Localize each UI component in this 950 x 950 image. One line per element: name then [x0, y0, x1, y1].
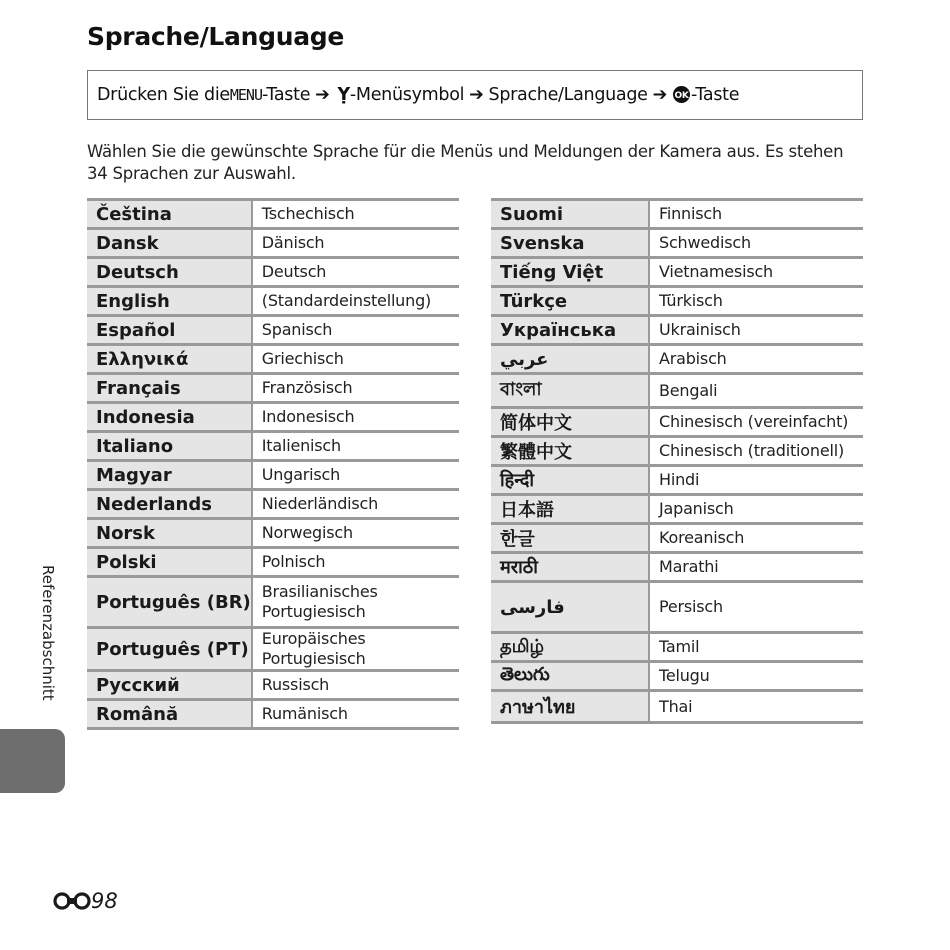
table-row — [491, 582, 863, 633]
table-row — [491, 229, 863, 258]
native-language-name: Deutsch — [87, 258, 252, 287]
native-language-name: Español — [87, 316, 252, 345]
table-row — [87, 229, 459, 258]
intro-text: Wählen Sie die gewünschte Sprache für die Menüs und Meldungen der Kamera aus. Es stehen 34 Sprachen zur Auswahl. — [87, 142, 844, 183]
language-table-right — [491, 198, 863, 724]
native-language-name: Italiano — [87, 432, 252, 461]
table-row — [87, 671, 459, 700]
native-language-name: English — [87, 287, 252, 316]
german-language-name: Griechisch — [252, 345, 459, 374]
german-language-name: Finnisch — [649, 200, 863, 229]
german-language-name: Bengali — [649, 374, 863, 408]
german-language-name: Schwedisch — [649, 229, 863, 258]
native-language-name: தமிழ் — [491, 633, 649, 662]
arrow-right-icon: ➔ — [315, 85, 330, 105]
native-language-name: Русский — [87, 671, 252, 700]
german-language-name: Tschechisch — [252, 200, 459, 229]
german-language-name: Rumänisch — [252, 700, 459, 729]
page-title: Sprache/Language — [87, 22, 345, 51]
reference-section-icon — [53, 892, 93, 910]
german-language-name: Indonesisch — [252, 403, 459, 432]
table-row — [491, 553, 863, 582]
native-language-name: Ελληνικά — [87, 345, 252, 374]
native-language-name: 简体中文 — [491, 408, 649, 437]
menu-path-ok-taste: -Taste — [691, 85, 740, 105]
table-row — [87, 577, 459, 628]
native-language-name: Indonesia — [87, 403, 252, 432]
native-language-name: Suomi — [491, 200, 649, 229]
german-language-name: Russisch — [252, 671, 459, 700]
table-row — [491, 374, 863, 408]
menu-path-taste: -Taste — [261, 85, 311, 105]
german-language-name: Französisch — [252, 374, 459, 403]
native-language-name: Nederlands — [87, 490, 252, 519]
arrow-right-icon: ➔ — [469, 85, 484, 105]
section-thumb-tab — [0, 729, 65, 793]
native-language-name: فارسی — [491, 582, 649, 633]
native-language-name: عربي — [491, 345, 649, 374]
german-language-name: Thai — [649, 691, 863, 723]
native-language-name: Magyar — [87, 461, 252, 490]
native-language-name: Norsk — [87, 519, 252, 548]
section-side-label: Referenzabschnitt — [39, 565, 57, 701]
table-row — [87, 461, 459, 490]
german-language-name: Deutsch — [252, 258, 459, 287]
german-language-name: Chinesisch (vereinfacht) — [649, 408, 863, 437]
native-language-name: Čeština — [87, 200, 252, 229]
table-row — [87, 258, 459, 287]
german-language-name: Norwegisch — [252, 519, 459, 548]
german-language-name: Chinesisch (traditionell) — [649, 437, 863, 466]
table-row — [87, 432, 459, 461]
table-row — [87, 287, 459, 316]
table-row — [87, 700, 459, 729]
table-row — [491, 633, 863, 662]
table-row — [491, 495, 863, 524]
german-language-name: Ungarisch — [252, 461, 459, 490]
table-row — [491, 258, 863, 287]
menu-path-prefix: Drücken Sie die — [97, 85, 230, 105]
german-language-name: Vietnamesisch — [649, 258, 863, 287]
german-language-name: Arabisch — [649, 345, 863, 374]
native-language-name: తెలుగు — [491, 662, 649, 691]
language-table-left — [87, 198, 459, 730]
svg-text:OK: OK — [674, 90, 689, 101]
native-language-name: मराठी — [491, 553, 649, 582]
german-language-name: Polnisch — [252, 548, 459, 577]
menu-path-item: Sprache/Language — [488, 85, 648, 105]
table-row — [87, 490, 459, 519]
table-row — [87, 403, 459, 432]
native-language-name: 繁體中文 — [491, 437, 649, 466]
native-language-name: Dansk — [87, 229, 252, 258]
setup-wrench-icon: Ỵ — [337, 85, 350, 105]
native-language-name: Português (BR) — [87, 577, 252, 628]
table-row — [491, 408, 863, 437]
table-row — [491, 691, 863, 723]
native-language-name: Português (PT) — [87, 628, 252, 671]
german-language-name: Tamil — [649, 633, 863, 662]
german-language-name: Türkisch — [649, 287, 863, 316]
native-language-name: Svenska — [491, 229, 649, 258]
german-language-name: (Standardeinstellung) — [252, 287, 459, 316]
german-language-name: Japanisch — [649, 495, 863, 524]
native-language-name: বাংলা — [491, 374, 649, 408]
german-language-name: Brasilianisches Portugiesisch — [252, 577, 459, 628]
menu-path-menusymbol: -Menüsymbol — [349, 85, 465, 105]
native-language-name: 한글 — [491, 524, 649, 553]
german-language-name: Hindi — [649, 466, 863, 495]
menu-button-icon: MENU — [229, 86, 262, 104]
arrow-right-icon: ➔ — [652, 85, 667, 105]
native-language-name: Tiếng Việt — [491, 258, 649, 287]
german-language-name: Marathi — [649, 553, 863, 582]
german-language-name: Persisch — [649, 582, 863, 633]
german-language-name: Italienisch — [252, 432, 459, 461]
native-language-name: Українська — [491, 316, 649, 345]
page-number — [53, 889, 118, 913]
native-language-name: 日本語 — [491, 495, 649, 524]
native-language-name: Polski — [87, 548, 252, 577]
table-row — [87, 200, 459, 229]
german-language-name: Koreanisch — [649, 524, 863, 553]
german-language-name: Spanisch — [252, 316, 459, 345]
german-language-name: Niederländisch — [252, 490, 459, 519]
native-language-name: हिन्दी — [491, 466, 649, 495]
native-language-name: ภาษาไทย — [491, 691, 649, 723]
table-row — [491, 345, 863, 374]
table-row — [87, 548, 459, 577]
table-row — [87, 374, 459, 403]
german-language-name: Dänisch — [252, 229, 459, 258]
table-row — [491, 316, 863, 345]
table-row — [87, 345, 459, 374]
table-row — [87, 316, 459, 345]
native-language-name: Română — [87, 700, 252, 729]
table-row — [491, 466, 863, 495]
german-language-name: Telugu — [649, 662, 863, 691]
page-number-value: 98 — [91, 889, 118, 913]
table-row — [491, 524, 863, 553]
german-language-name: Ukrainisch — [649, 316, 863, 345]
table-row — [491, 662, 863, 691]
table-row — [87, 628, 459, 671]
native-language-name: Türkçe — [491, 287, 649, 316]
table-row — [87, 519, 459, 548]
table-row — [491, 287, 863, 316]
german-language-name: Europäisches Portugiesisch — [252, 628, 459, 671]
table-row — [491, 200, 863, 229]
table-row — [491, 437, 863, 466]
ok-button-icon — [672, 85, 691, 106]
menu-path-box — [87, 70, 863, 120]
native-language-name: Français — [87, 374, 252, 403]
